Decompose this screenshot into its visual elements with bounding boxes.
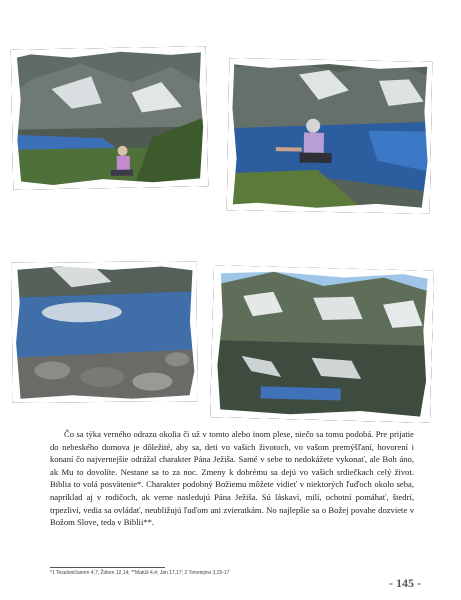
photo-2-image [227,58,433,214]
photo-woman-crouching-by-lake [227,58,433,214]
photo-mountain-lake-reflection [210,265,434,423]
footnote: *1 Tesaloničanom 4,7; Židom 12,14; **Matúš 4,4; Ján 17,17; 2 Timotejovi 3,15-17 [50,570,230,576]
photo-3-image [11,261,197,403]
footnote-divider [50,567,165,568]
page-number: - 145 - [389,576,421,590]
photo-lake-reflection-rocks [11,261,197,403]
photo-1-image [11,46,208,189]
photo-4-image [210,265,434,423]
photo-woman-sitting-by-lake [11,46,208,189]
body-paragraph: Čo sa týka verného odrazu okolia či už v tomto alebo inom plese, niečo sa tomu podobá. Pre prijatie do nebeského domova je dôležité, aby sa, deti vo vašich životoch, vo vašom premýšľaní, hovorení i konaní čo najvernejšie odrážal charakter Pána Ježiša. Samé v sebe to nedokážete vykonať, ale Boh áno, ak Mu to dovolíte. Nestane sa to za noc. Zmeny k dobrému sa dejú vo vašich srdiečkach celý život. Biblia to volá posvätenie*. Charakter podobný Božiemu môžete vidieť v niektorých ľuďoch okolo seba, napríklad aj v rodičoch, ak verne nasledujú Pána Ježiša. Sú láskaví, milí, ochotní pomáhať, štedrí, trpezliví, vedia sa ovládať, neubližujú ľuďom ani zvieratkám. No najlepšie sa o Božej povahe dozviete v Božom Slove, teda v Biblii**. [50,429,414,528]
